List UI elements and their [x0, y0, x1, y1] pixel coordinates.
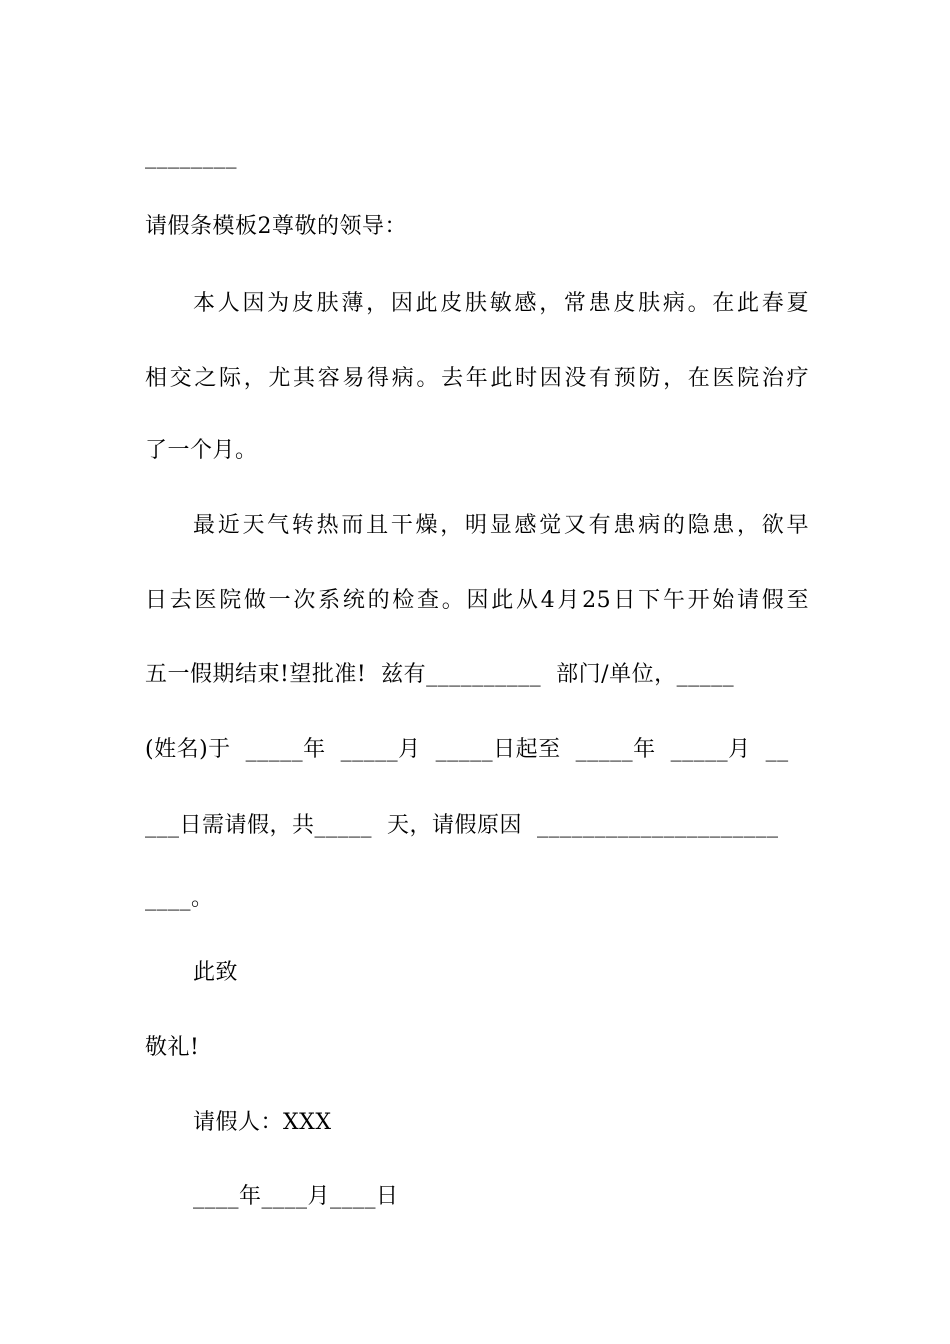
- body-line: 本人因为皮肤薄，因此皮肤敏感，常患皮肤病。在此春夏: [193, 291, 809, 316]
- body-line: 最近天气转热而且干燥，明显感觉又有患病的隐患，欲早: [193, 513, 809, 538]
- applicant-line: 请假人：XXX: [193, 1110, 332, 1135]
- body-line: 了一个月。: [145, 438, 258, 463]
- date-line: ____年____月____日: [193, 1184, 399, 1209]
- body-line: 相交之际，尤其容易得病。去年此时因没有预防，在医院治疗: [145, 366, 809, 391]
- document-heading: 请假条模板2尊敬的领导：: [145, 214, 407, 239]
- top-rule: ________: [145, 144, 237, 169]
- body-line: (姓名)于 _____年 _____月 _____日起至 _____年 _____月 __: [145, 737, 789, 762]
- salutation: 敬礼!: [145, 1035, 200, 1060]
- body-line: 日去医院做一次系统的检查。因此从4月25日下午开始请假至: [145, 588, 809, 613]
- closing-phrase: 此致: [193, 960, 239, 985]
- body-line: ____。: [145, 886, 214, 911]
- body-line: 五一假期结束!望批准! 兹有__________ 部门/单位，_____: [145, 662, 735, 687]
- body-line: ___日需请假，共_____ 天，请假原因 _____________________: [145, 813, 779, 838]
